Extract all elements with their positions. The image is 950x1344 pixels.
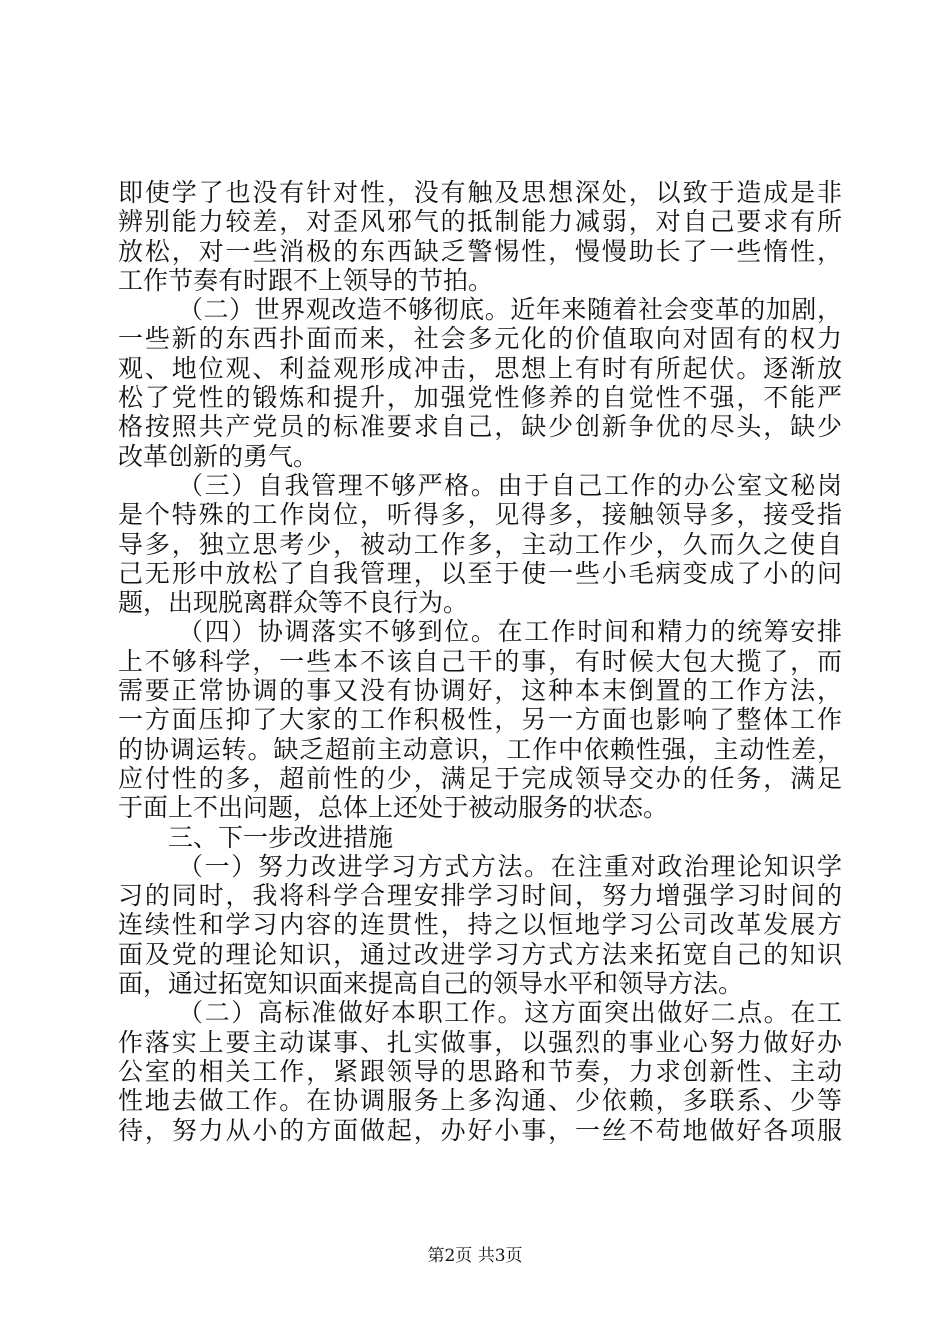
text-line: 格按照共产党员的标准要求自己，缺少创新争优的尽头，缺少: [118, 412, 842, 442]
text-line: （二）高标准做好本职工作。这方面突出做好二点。在工: [178, 998, 842, 1028]
text-line: 待，努力从小的方面做起，办好小事，一丝不苟地做好各项服: [118, 1115, 842, 1145]
text-line: （四）协调落实不够到位。在工作时间和精力的统筹安排: [178, 617, 842, 647]
text-line: 一些新的东西扑面而来，社会多元化的价值取向对固有的权力: [118, 324, 842, 354]
text-line: 性地去做工作。在协调服务上多沟通、少依赖，多联系、少等: [118, 1086, 842, 1116]
text-line: 即使学了也没有针对性，没有触及思想深处，以致于造成是非: [118, 178, 842, 207]
text-line: 放松，对一些消极的东西缺乏警惕性，慢慢助长了一些惰性，: [118, 236, 842, 266]
text-line: 己无形中放松了自我管理，以至于使一些小毛病变成了小的问: [118, 558, 842, 588]
text-line: 连续性和学习内容的连贯性，持之以恒地学习公司改革发展方: [118, 910, 842, 940]
text-line: 观、地位观、利益观形成冲击，思想上有时有所起伏。逐渐放: [118, 353, 842, 383]
text-line: 上不够科学，一些本不该自己干的事，有时候大包大揽了，而: [118, 646, 842, 676]
text-line: 一方面压抑了大家的工作积极性，另一方面也影响了整体工作: [118, 705, 842, 735]
text-line: 应付性的多，超前性的少，满足于完成领导交办的任务，满足: [118, 763, 842, 793]
text-line: 面及党的理论知识，通过改进学习方式方法来拓宽自己的知识: [118, 939, 842, 969]
section-heading: 三、下一步改进措施: [168, 822, 394, 852]
text-line: 松了党性的锻炼和提升，加强党性修养的自觉性不强，不能严: [118, 383, 842, 413]
text-line: 工作节奏有时跟不上领导的节拍。: [118, 265, 494, 295]
text-line: 题，出现脱离群众等不良行为。: [118, 588, 469, 618]
text-line: 辨别能力较差，对歪风邪气的抵制能力减弱，对自己要求有所: [118, 207, 842, 237]
text-line: 面，通过拓宽知识面来提高自己的领导水平和领导方法。: [118, 969, 744, 999]
text-line: 于面上不出问题，总体上还处于被动服务的状态。: [118, 793, 669, 823]
text-line: （三）自我管理不够严格。由于自己工作的办公室文秘岗: [178, 470, 842, 500]
document-body: [118, 178, 842, 1145]
text-line: 改革创新的勇气。: [118, 441, 319, 471]
text-line: 习的同时，我将科学合理安排学习时间，努力增强学习时间的: [118, 881, 842, 911]
text-line: 导多，独立思考少，被动工作多，主动工作少，久而久之使自: [118, 529, 842, 559]
text-line: （二）世界观改造不够彻底。近年来随着社会变革的加剧，: [178, 295, 842, 325]
page-footer: 第2页 共3页: [427, 1246, 523, 1266]
text-line: （一）努力改进学习方式方法。在注重对政治理论知识学: [178, 851, 842, 881]
text-line: 需要正常协调的事又没有协调好，这种本末倒置的工作方法，: [118, 676, 842, 706]
text-line: 公室的相关工作，紧跟领导的思路和节奏，力求创新性、主动: [118, 1056, 842, 1086]
text-line: 的协调运转。缺乏超前主动意识，工作中依赖性强，主动性差，: [118, 734, 842, 764]
text-line: 作落实上要主动谋事、扎实做事，以强烈的事业心努力做好办: [118, 1027, 842, 1057]
text-line: 是个特殊的工作岗位，听得多，见得多，接触领导多，接受指: [118, 500, 842, 530]
